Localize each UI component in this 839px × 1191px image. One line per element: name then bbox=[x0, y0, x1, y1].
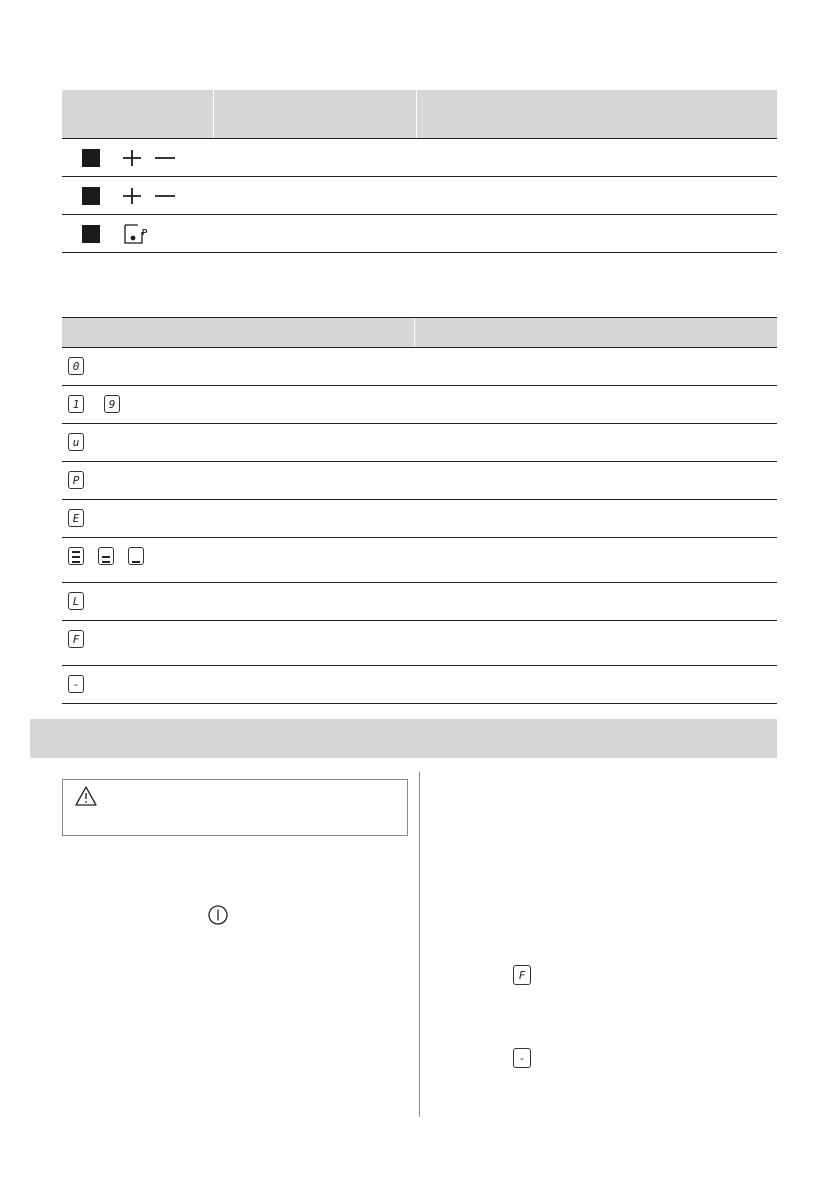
display-symbol-1: 1 bbox=[68, 395, 84, 413]
warning-triangle-icon bbox=[74, 785, 98, 807]
plus-minus-icon bbox=[122, 148, 178, 168]
table-row bbox=[62, 500, 777, 538]
table-row bbox=[62, 666, 777, 704]
residual-heat-2-bars-icon bbox=[98, 547, 114, 565]
table-row bbox=[62, 215, 777, 253]
display-symbol-dash: - bbox=[68, 675, 84, 693]
display-symbol-9: 9 bbox=[104, 395, 120, 413]
top-rule bbox=[0, 0, 839, 6]
table-row bbox=[62, 538, 777, 583]
section-heading-band bbox=[30, 719, 777, 758]
sensor-field-marker bbox=[82, 149, 100, 167]
table-row bbox=[62, 583, 777, 621]
residual-heat-3-bars-icon bbox=[68, 547, 84, 565]
power-icon bbox=[207, 904, 229, 926]
table-row bbox=[62, 424, 777, 462]
pause-p-icon bbox=[122, 222, 148, 246]
residual-heat-1-bar-icon bbox=[128, 547, 144, 565]
sensor-field-marker bbox=[82, 187, 100, 205]
display-indicator-table bbox=[62, 317, 777, 704]
display-symbol-dash-inline: - bbox=[513, 1048, 531, 1068]
display-symbol-0: 0 bbox=[68, 357, 84, 375]
display-symbol-f: F bbox=[68, 630, 84, 648]
header-separator bbox=[416, 90, 417, 138]
display-symbol-p: P bbox=[68, 471, 84, 489]
table-header bbox=[62, 317, 777, 348]
warning-box bbox=[62, 779, 408, 836]
plus-minus-icon bbox=[122, 186, 178, 206]
display-symbol-f-inline: F bbox=[513, 965, 531, 985]
table-row bbox=[62, 348, 777, 386]
table-row bbox=[62, 621, 777, 666]
table-row bbox=[62, 462, 777, 500]
svg-text:P: P bbox=[142, 228, 148, 237]
table-row bbox=[62, 386, 777, 424]
control-panel-table bbox=[62, 90, 777, 253]
display-symbol-u: u bbox=[68, 433, 84, 451]
header-separator bbox=[414, 318, 415, 347]
display-symbol-l: L bbox=[68, 592, 84, 610]
column-divider bbox=[419, 772, 420, 1117]
table-row bbox=[62, 139, 777, 177]
sensor-field-marker bbox=[82, 225, 100, 243]
table-row bbox=[62, 177, 777, 215]
header-separator bbox=[213, 90, 214, 138]
display-symbol-e: E bbox=[68, 509, 84, 527]
table-header bbox=[62, 90, 777, 139]
